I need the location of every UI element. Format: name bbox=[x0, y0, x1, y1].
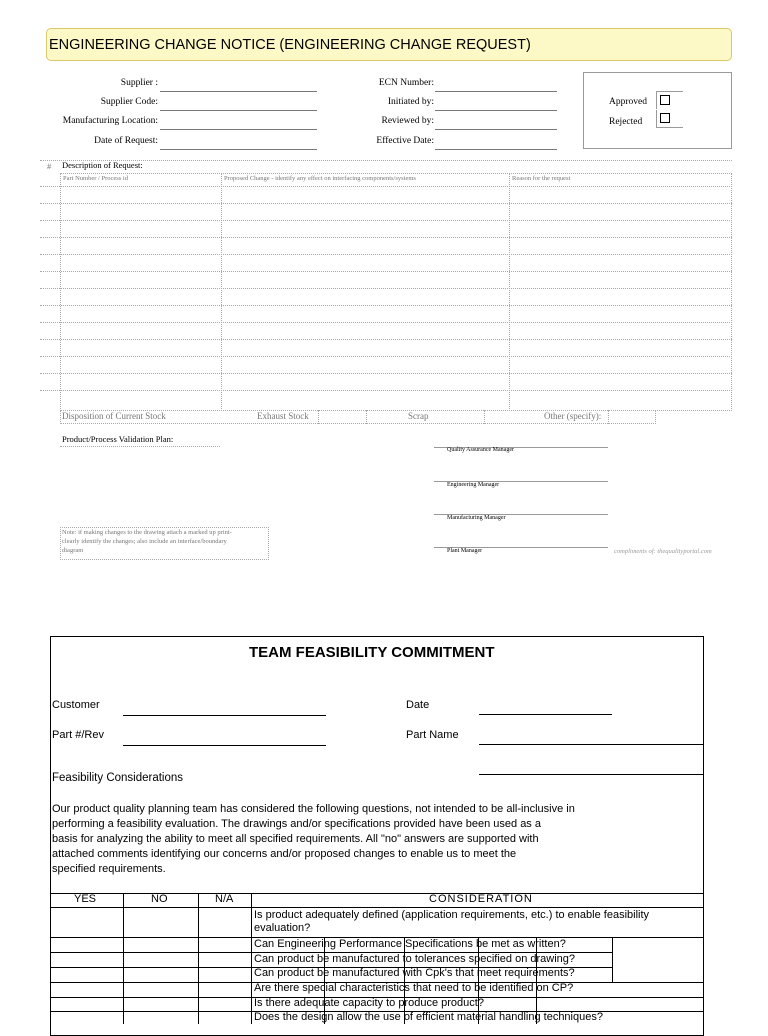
table-row bbox=[40, 305, 732, 306]
exhaust-stock-label: Exhaust Stock bbox=[257, 411, 309, 421]
table-row bbox=[40, 186, 732, 187]
rejected-label: Rejected bbox=[609, 117, 643, 127]
question-1-line-2: evaluation? bbox=[254, 922, 311, 934]
effective-date-label: Effective Date: bbox=[376, 136, 434, 146]
customer-label: Customer bbox=[52, 699, 100, 711]
engineering-manager-label: Engineering Manager bbox=[447, 482, 500, 488]
qa-manager-label: Quality Assurance Manager bbox=[447, 447, 514, 453]
part-rev-field[interactable] bbox=[123, 745, 326, 746]
no-header: NO bbox=[151, 893, 168, 905]
question-2: Can Engineering Performance Specifications be met as written? bbox=[254, 938, 566, 950]
col-reason-header: Reason for the request bbox=[512, 175, 571, 182]
paragraph-line-1: Our product quality planning team has considered the following questions, not intended to be all-inclusive in bbox=[52, 803, 575, 815]
col-change-header: Proposed Change - identify any effect on interfacing components/systems bbox=[224, 175, 416, 182]
col-divider-na bbox=[251, 893, 252, 1024]
approved-label: Approved bbox=[609, 97, 647, 107]
other-specify-label: Other (specify): bbox=[544, 411, 602, 421]
question-5: Are there special characteristics that need to be identified on CP? bbox=[254, 982, 574, 994]
disposition-divider bbox=[366, 410, 367, 424]
table-row bbox=[40, 356, 732, 357]
grid-artifact-line bbox=[478, 937, 479, 1024]
scrap-label: Scrap bbox=[408, 411, 429, 421]
date-label: Date bbox=[406, 699, 430, 711]
table-top-rule bbox=[50, 893, 704, 894]
col-divider-no bbox=[198, 893, 199, 1024]
plant-manager-label: Plant Manager bbox=[447, 548, 483, 554]
table-row bbox=[40, 203, 732, 204]
ecn-number-field[interactable] bbox=[435, 91, 557, 92]
question-6: Is there adequate capacity to produce product? bbox=[254, 997, 484, 1009]
customer-field[interactable] bbox=[123, 715, 326, 716]
disposition-divider bbox=[484, 410, 485, 424]
validation-plan-underline bbox=[60, 446, 220, 447]
paragraph-line-4: attached comments identifying our concerns and/or proposed changes to enable us to meet the bbox=[52, 848, 517, 860]
note-line-2: clearly identify the changes; also include an interface/boundary bbox=[62, 538, 227, 545]
description-col-divider-2 bbox=[509, 173, 510, 411]
table-row bbox=[40, 271, 732, 272]
table-row bbox=[40, 373, 732, 374]
consideration-header: CONSIDERATION bbox=[429, 893, 533, 905]
paragraph-line-5: specified requirements. bbox=[52, 863, 166, 875]
approved-cell bbox=[656, 91, 683, 109]
supplier-label: Supplier : bbox=[120, 78, 158, 88]
grid-artifact-line bbox=[612, 937, 613, 982]
part-rev-label: Part #/Rev bbox=[52, 729, 104, 741]
part-name-label: Part Name bbox=[406, 729, 459, 741]
date-of-request-label: Date of Request: bbox=[94, 136, 158, 146]
note-line-3: diagram bbox=[62, 547, 84, 554]
disposition-label: Disposition of Current Stock bbox=[62, 411, 166, 421]
manufacturing-location-label: Manufacturing Location: bbox=[62, 116, 158, 126]
date-field[interactable] bbox=[479, 714, 612, 715]
supplier-code-label: Supplier Code: bbox=[100, 97, 158, 107]
initiated-by-label: Initiated by: bbox=[387, 97, 434, 107]
grid-artifact-line bbox=[404, 937, 405, 1024]
manufacturing-manager-label: Manufacturing Manager bbox=[447, 515, 506, 521]
date-of-request-field[interactable] bbox=[160, 149, 317, 150]
table-row bbox=[40, 254, 732, 255]
table-row bbox=[40, 339, 732, 340]
description-label: Description of Request: bbox=[62, 160, 143, 170]
ecn-title-banner bbox=[46, 28, 732, 61]
manufacturing-location-field[interactable] bbox=[160, 129, 317, 130]
grid-artifact-line bbox=[536, 937, 537, 1024]
ecn-title: ENGINEERING CHANGE NOTICE (ENGINEERING CHANGE REQUEST) bbox=[49, 37, 531, 53]
considerations-heading: Feasibility Considerations bbox=[52, 772, 184, 784]
row-marker: # bbox=[47, 161, 52, 171]
initiated-by-field[interactable] bbox=[435, 110, 557, 111]
table-row bbox=[40, 322, 732, 323]
disposition-divider bbox=[608, 410, 609, 424]
ecn-number-label: ECN Number: bbox=[378, 78, 434, 88]
validation-plan-label: Product/Process Validation Plan: bbox=[62, 434, 174, 444]
credit-text: compliments of: thequalityportal.com bbox=[614, 548, 712, 555]
reviewed-by-label: Reviewed by: bbox=[381, 116, 434, 126]
header-bottom-rule bbox=[50, 907, 704, 908]
description-col-divider-1 bbox=[221, 173, 222, 411]
supplier-field[interactable] bbox=[160, 91, 317, 92]
na-header: N/A bbox=[215, 893, 234, 905]
disposition-divider bbox=[318, 410, 319, 424]
question-7: Does the design allow the use of efficient material handling techniques? bbox=[254, 1011, 603, 1023]
table-row bbox=[40, 288, 732, 289]
rejected-cell bbox=[656, 110, 683, 128]
part-name-field[interactable] bbox=[479, 744, 703, 745]
yes-header: YES bbox=[74, 893, 97, 905]
description-top-rule bbox=[40, 160, 732, 161]
col-divider-yes bbox=[123, 893, 124, 1024]
feasibility-title: TEAM FEASIBILITY COMMITMENT bbox=[249, 644, 495, 661]
reviewed-by-field[interactable] bbox=[435, 129, 557, 130]
question-1-line-1: Is product adequately defined (application requirements, etc.) to enable feasibility bbox=[254, 909, 650, 921]
effective-date-field[interactable] bbox=[435, 149, 557, 150]
note-line-1: Note: if making changes to the drawing attach a marked up print- bbox=[62, 529, 232, 536]
part-name-field-line-2[interactable] bbox=[479, 774, 703, 775]
table-row bbox=[40, 390, 732, 391]
grid-artifact-line bbox=[324, 937, 325, 1024]
table-row bbox=[40, 237, 732, 238]
question-4: Can product be manufactured with Cpk's that meet requirements? bbox=[254, 967, 575, 979]
paragraph-line-3: basis for analyzing the ability to meet all specified requirements. All "no" answers are supported with bbox=[52, 833, 539, 845]
supplier-code-field[interactable] bbox=[160, 110, 317, 111]
paragraph-line-2: performing a feasibility evaluation. The drawings and/or specifications provided have been used as a bbox=[52, 818, 541, 830]
table-row bbox=[40, 220, 732, 221]
question-3: Can product be manufactured to tolerances specified on drawing? bbox=[254, 953, 576, 965]
col-part-header: Part Number / Process id bbox=[63, 175, 128, 182]
description-table bbox=[60, 173, 732, 411]
